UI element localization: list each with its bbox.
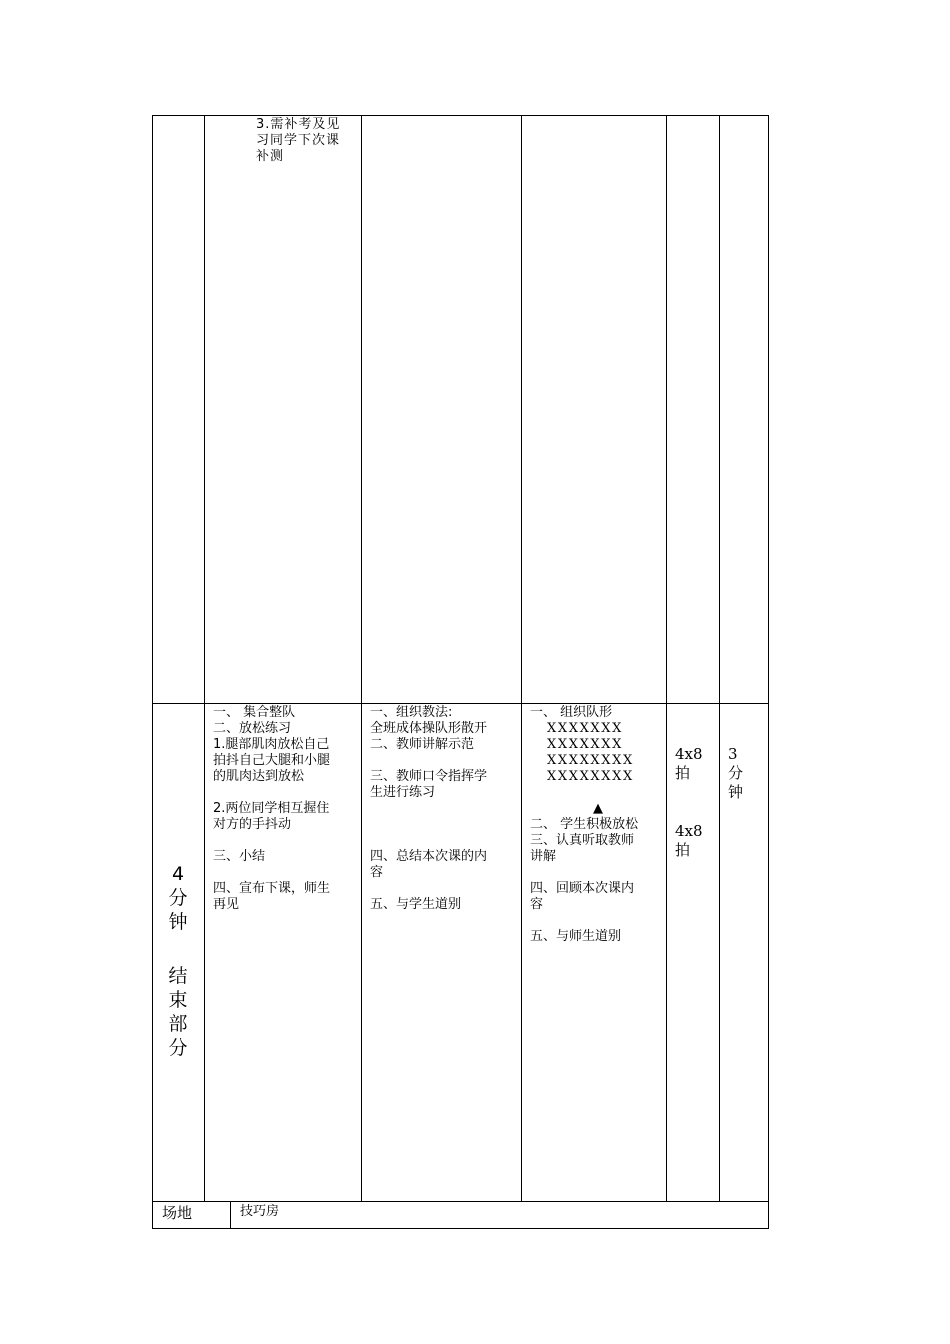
content-line: 四、宣布下课，师生 bbox=[213, 881, 331, 896]
student-line: 容 bbox=[530, 897, 544, 912]
teacher-line: 二、教师讲解示范 bbox=[370, 737, 475, 752]
time-label bbox=[158, 862, 198, 934]
student-cell bbox=[530, 705, 664, 945]
time-label-char: 分 bbox=[168, 887, 188, 909]
content-line: 1.腿部肌肉放松自己 bbox=[213, 737, 330, 752]
formation-row: XXXXXXX bbox=[547, 737, 623, 752]
row-divider bbox=[152, 703, 769, 704]
time-label-char: 钟 bbox=[168, 911, 188, 933]
venue-label: 场地 bbox=[162, 1204, 193, 1222]
footer-divider bbox=[152, 1201, 769, 1202]
content-line: 再见 bbox=[213, 897, 240, 912]
beats-second bbox=[675, 822, 703, 860]
content-line: 习同学下次课 bbox=[256, 133, 341, 148]
content-line: 3.需补考及见 bbox=[256, 117, 341, 132]
student-line: 四、回顾本次课内 bbox=[530, 881, 635, 896]
column-divider bbox=[719, 115, 720, 1201]
student-line: 二、 学生积极放松 bbox=[530, 817, 639, 832]
table-bottom-border bbox=[152, 1228, 769, 1229]
content-line: 二、放松练习 bbox=[213, 721, 292, 736]
section-label-char: 分 bbox=[168, 1037, 188, 1059]
teacher-line: 一、组织教法: bbox=[370, 705, 453, 720]
content-line: 补测 bbox=[256, 149, 285, 164]
formation-row: XXXXXXXX bbox=[547, 753, 634, 768]
content-line: 三、小结 bbox=[213, 849, 266, 864]
beats-count: 4x8 bbox=[675, 745, 703, 763]
student-line: 三、认真听取教师 bbox=[530, 833, 635, 848]
section-label-char: 部 bbox=[168, 1013, 188, 1035]
beats-first bbox=[675, 745, 703, 783]
content-line: 的肌肉达到放松 bbox=[213, 769, 305, 784]
beats-unit: 拍 bbox=[675, 764, 691, 782]
time-label-char: 4 bbox=[171, 863, 185, 885]
top-content-cell bbox=[256, 117, 360, 165]
section-label-char: 束 bbox=[168, 989, 188, 1011]
student-line: 五、与师生道别 bbox=[530, 929, 622, 944]
column-divider bbox=[204, 115, 205, 1201]
content-cell bbox=[213, 705, 359, 913]
teacher-line: 四、总结本次课的内 bbox=[370, 849, 488, 864]
formation-row: XXXXXXXX bbox=[547, 769, 634, 784]
teacher-cell bbox=[370, 705, 519, 913]
formation-row: XXXXXXX bbox=[547, 721, 623, 736]
content-line: 一、 集合整队 bbox=[213, 705, 296, 720]
formation-diagram bbox=[530, 721, 664, 785]
minutes-unit: 钟 bbox=[728, 783, 744, 801]
teacher-line: 容 bbox=[370, 865, 384, 880]
beats-unit: 拍 bbox=[675, 841, 691, 859]
venue-value: 技巧房 bbox=[240, 1204, 280, 1219]
section-label bbox=[158, 964, 198, 1060]
beats-count: 4x8 bbox=[675, 822, 703, 840]
content-line: 拍抖自己大腿和小腿 bbox=[213, 753, 331, 768]
teacher-line: 生进行练习 bbox=[370, 785, 436, 800]
content-line: 2.两位同学相互握住 bbox=[213, 801, 330, 816]
student-heading: 一、 组织队形 bbox=[530, 705, 613, 720]
column-divider bbox=[521, 115, 522, 1201]
minutes-cell bbox=[728, 745, 743, 802]
teacher-line: 全班成体操队形散开 bbox=[370, 721, 488, 736]
section-label-char: 结 bbox=[168, 965, 188, 987]
student-line: 讲解 bbox=[530, 849, 557, 864]
minutes-count: 3 bbox=[728, 745, 738, 763]
teacher-line: 五、与学生道别 bbox=[370, 897, 462, 912]
table-top-border bbox=[152, 115, 769, 116]
column-divider bbox=[361, 115, 362, 1201]
table-right-border bbox=[768, 115, 769, 1229]
teacher-line: 三、教师口令指挥学 bbox=[370, 769, 488, 784]
table-left-border bbox=[152, 115, 153, 1229]
column-divider bbox=[666, 115, 667, 1201]
footer-column-divider bbox=[230, 1201, 231, 1228]
minutes-unit: 分 bbox=[728, 764, 744, 782]
teacher-marker-icon: ▲ bbox=[593, 801, 603, 816]
content-line: 对方的手抖动 bbox=[213, 817, 292, 832]
